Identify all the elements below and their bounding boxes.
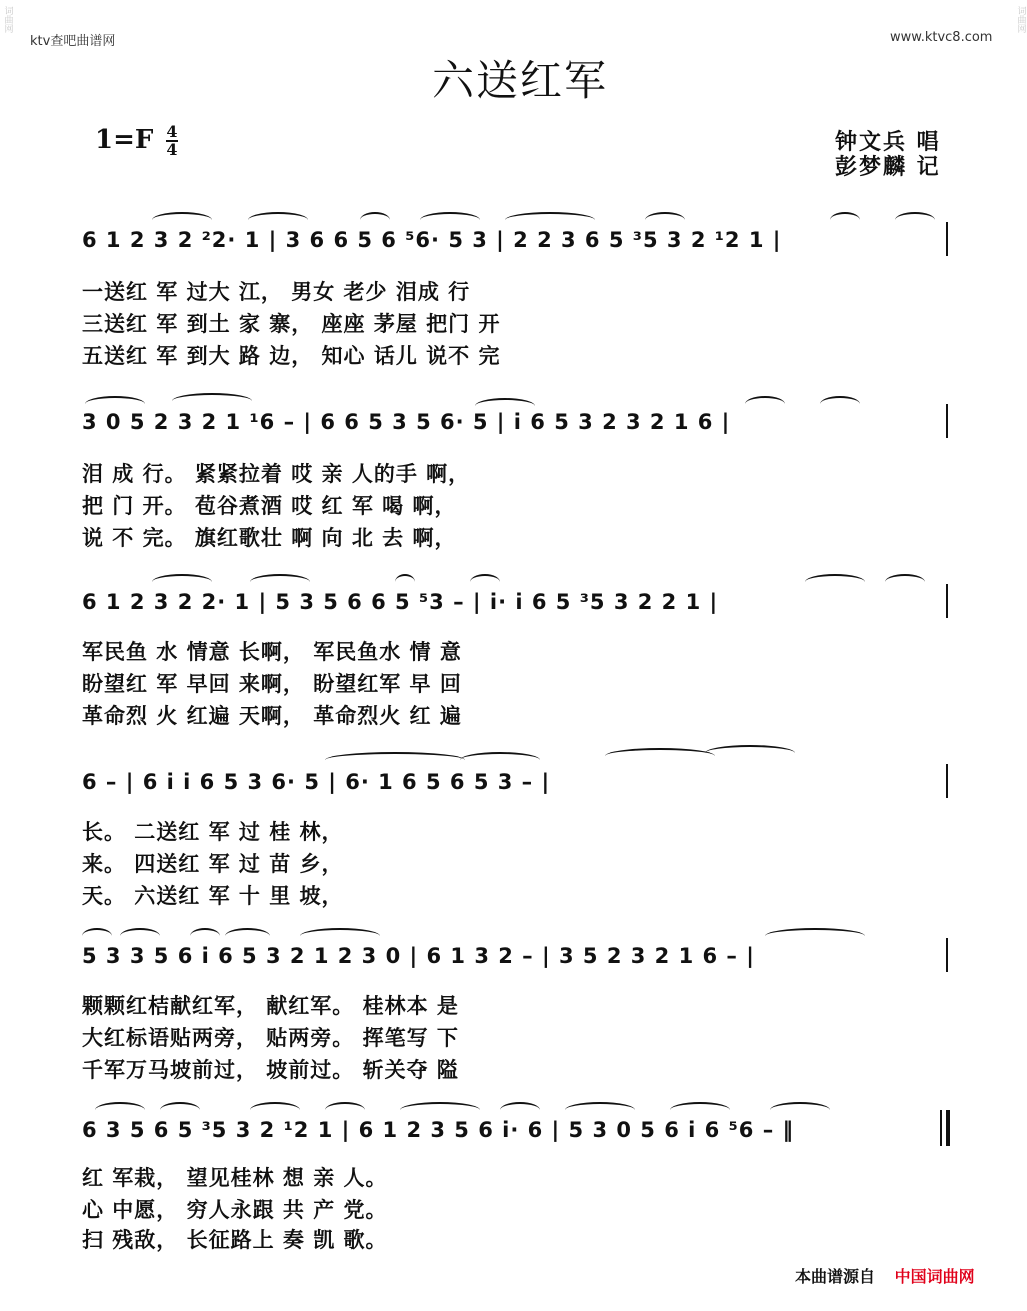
notation-line: 6 3 5 6 5 ³5 3 2 ¹2 1 | 6 1 2 3 5 6 i· 6 | 5 3 0 5 6 i 6 ⁵6 – ‖ xyxy=(82,1118,795,1142)
time-signature xyxy=(166,124,177,158)
lyric-verse-5: 说 不 完。 旗红歌壮 啊 向 北 去 啊， xyxy=(82,525,457,550)
lyric-verse-6: 天。 六送红 军 十 里 坡， xyxy=(82,883,344,908)
key-label: 1=F xyxy=(95,125,154,155)
notation-line: 3 0 5 2 3 2 1 ¹6 – | 6 6 5 3 5 6· 5 | i 6 5 3 2 3 2 1 6 | xyxy=(82,410,731,434)
watermark-text: 词曲网 xyxy=(2,6,13,33)
source-credit xyxy=(795,1264,975,1287)
site-url-right[interactable]: www.ktvc8.com xyxy=(890,30,993,45)
watermark-text: 词曲网 xyxy=(1015,6,1026,33)
lyric-verse-2: 颗颗红桔献红军， 献红军。 桂林本 是 xyxy=(82,993,459,1018)
key-signature xyxy=(95,124,178,158)
notation-line: 5 3 3 5 6 i 6 5 3 2 1 2 3 0 | 6 1 3 2 – | 3 5 2 3 2 1 6 – | xyxy=(82,944,755,968)
notation-line: 6 – | 6 i i 6 5 3 6· 5 | 6· 1 6 5 6 5 3 – | xyxy=(82,770,551,794)
time-bottom: 4 xyxy=(166,140,178,159)
source-link[interactable]: 中国词曲网 xyxy=(894,1267,975,1286)
lyric-verse-3: 盼望红 军 早回 来啊， 盼望红军 早 回 xyxy=(82,671,462,696)
lyric-verse-5: 革命烈 火 红遍 天啊， 革命烈火 红 遍 xyxy=(82,703,462,728)
lyric-verse-2: 红 军栽， 望见桂林 想 亲 人。 xyxy=(82,1165,388,1190)
lyric-verse-3: 把 门 开。 苞谷煮酒 哎 红 军 喝 啊， xyxy=(82,493,457,518)
notation-line: 6 1 2 3 2 2· 1 | 5 3 5 6 6 5 ⁵3 – | i· i 6 5 ³5 3 2 2 1 | xyxy=(82,590,719,614)
page-title: 六送红军 xyxy=(432,56,609,105)
lyric-verse-1: 军民鱼 水 情意 长啊， 军民鱼水 情 意 xyxy=(82,639,462,664)
lyric-verse-2: 长。 二送红 军 过 桂 林， xyxy=(82,819,344,844)
lyric-verse-4: 心 中愿， 穷人永跟 共 产 党。 xyxy=(82,1197,388,1222)
site-name-left[interactable]: ktv查吧曲谱网 xyxy=(30,34,116,49)
lyric-verse-5: 五送红 军 到大 路 边， 知心 话儿 说不 完 xyxy=(82,343,501,368)
singer-credit: 钟文兵 唱 xyxy=(835,129,941,155)
lyric-verse-3: 三送红 军 到土 家 寨， 座座 茅屋 把门 开 xyxy=(82,311,501,336)
time-top: 4 xyxy=(166,122,178,141)
lyric-verse-6: 扫 残敌， 长征路上 奏 凯 歌。 xyxy=(82,1227,388,1252)
lyric-verse-1: 泪 成 行。 紧紧拉着 哎 亲 人的手 啊， xyxy=(82,461,471,486)
notation-line: 6 1 2 3 2 ²2· 1 | 3 6 6 5 6 ⁵6· 5 3 | 2 2 3 6 5 ³5 3 2 ¹2 1 | xyxy=(82,228,782,252)
source-label: 本曲谱源自 xyxy=(795,1267,876,1286)
notation-credit: 彭梦麟 记 xyxy=(835,154,941,180)
lyric-verse-4: 来。 四送红 军 过 苗 乡， xyxy=(82,851,344,876)
right-watermark-strip xyxy=(1013,0,1027,1311)
lyric-verse-1: 一送红 军 过大 江， 男女 老少 泪成 行 xyxy=(82,279,471,304)
lyric-verse-4: 大红标语贴两旁， 贴两旁。 挥笔写 下 xyxy=(82,1025,459,1050)
lyric-verse-6: 千军万马坡前过， 坡前过。 斩关夺 隘 xyxy=(82,1057,459,1082)
left-watermark-strip xyxy=(0,0,14,1311)
